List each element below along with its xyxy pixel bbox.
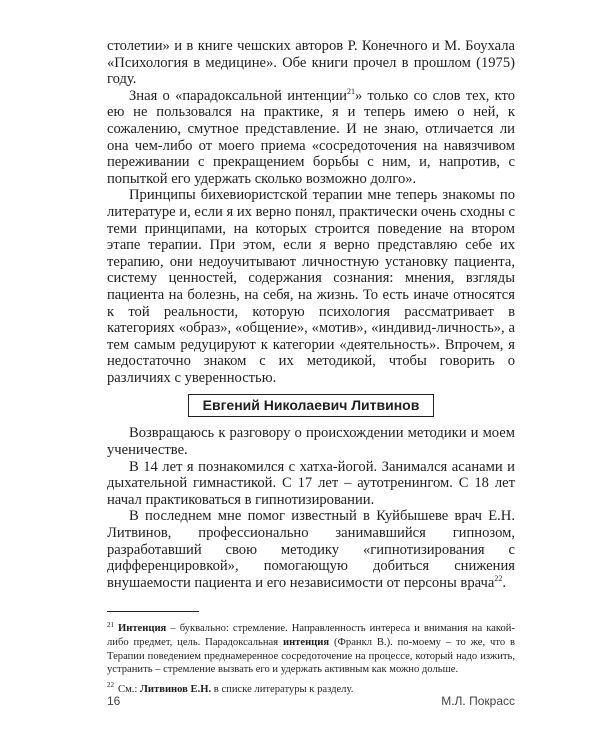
section-heading-wrapper bbox=[107, 394, 515, 417]
paragraph-1: столетии» и в книге чешских авторов Р. Конечного и М. Боухала «Психология в медицине». Обе книги прочел в прошлом (1975) году. bbox=[107, 38, 515, 88]
paragraph-4: Возвращаюсь к разговору о происхождении методики и моем ученичестве. bbox=[107, 425, 515, 459]
footnote-22-author: Литвинов Е.Н. bbox=[140, 683, 212, 695]
paragraph-6-text-start: В последнем мне помог известный в Куйбышеве врач Е.Н. Литвинов, профессионально занимавшийся гипнозом, разработавший свою методику «гипнотизирования с дифференцировкой», помогающую добиться снижения внушаемости пациента и его независимости от персоны врача bbox=[107, 508, 515, 591]
footnote-ref-22[interactable]: 22 bbox=[494, 573, 503, 583]
page-number: 16 bbox=[107, 694, 121, 708]
paragraph-3: Принципы бихевиористской терапии мне теперь знакомы по литературе и, если я их верно понял, практически очень сходны с теми принципами, на которых строится поведение на втором этапе терапии. При этом, если я верно представляю себе их терапию, они недоучитывают личностную установку пациента, систему ценностей, содержания сознания: мнения, взгляды пациента на болезнь, на себя, на жизнь. То есть иначе относятся к той реальности, которую психология рассматривает в категориях «образ», «общение», «мотив», «индивид-личность», а тем самым редуцируют к категории «деятельность». Впрочем, я недостаточно знаком с их методикой, чтобы говорить о различиях с уверенностью. bbox=[107, 187, 515, 386]
paragraph-6 bbox=[107, 508, 515, 591]
paragraph-6-text-end: . bbox=[502, 574, 506, 591]
section-heading: Евгений Николаевич Литвинов bbox=[188, 394, 435, 417]
footnote-21-text-b: (Франкл В.). по-моему – то же, что в Терапии поведением преднамеренное сосредоточение на процессе, который надо изжить, устранить – стремление вызвать его и удержать активным как можно дольше. bbox=[107, 637, 516, 676]
footnote-22-text-a: См.: bbox=[118, 683, 141, 695]
footnote-21 bbox=[107, 622, 515, 676]
running-footer-author: М.Л. Покрасс bbox=[441, 694, 515, 708]
paragraph-2-text-end: » только со слов тех, кто ею не пользовался на практике, я и теперь имею о ней, к сожалению, смутное представление. И не знаю, отличается ли она чем-либо от моего приема «сосредоточения на навязчивом переживании с прекращением борьбы с ним, и, напротив, с попыткой его удержать сколько возможно долго». bbox=[107, 87, 515, 187]
footnote-22-text-b: в списке литературы к разделу. bbox=[211, 683, 354, 695]
footnote-22-number: 22 bbox=[107, 681, 114, 690]
footnote-21-text-a: – буквально: стремление. Направленность интереса и внимания на какой-либо предмет, цель. Парадоксальная bbox=[107, 623, 515, 648]
paragraph-2 bbox=[107, 88, 515, 188]
paragraph-5: В 14 лет я познакомился с хатха-йогой. Занимался асанами и дыхательной гимнастикой. С 17 лет – аутотренингом. С 18 лет начал практиковаться в гипнотизировании. bbox=[107, 458, 515, 508]
page-body bbox=[107, 38, 515, 702]
paragraph-2-text-start: Зная о «парадоксальной интенции bbox=[129, 87, 347, 104]
footnote-21-term: Интенция bbox=[118, 623, 167, 635]
footnote-21-number: 21 bbox=[107, 620, 114, 629]
footnote-ref-21[interactable]: 21 bbox=[346, 86, 355, 96]
footnote-divider bbox=[107, 611, 199, 612]
footnote-21-term-2: интенция bbox=[282, 637, 330, 648]
